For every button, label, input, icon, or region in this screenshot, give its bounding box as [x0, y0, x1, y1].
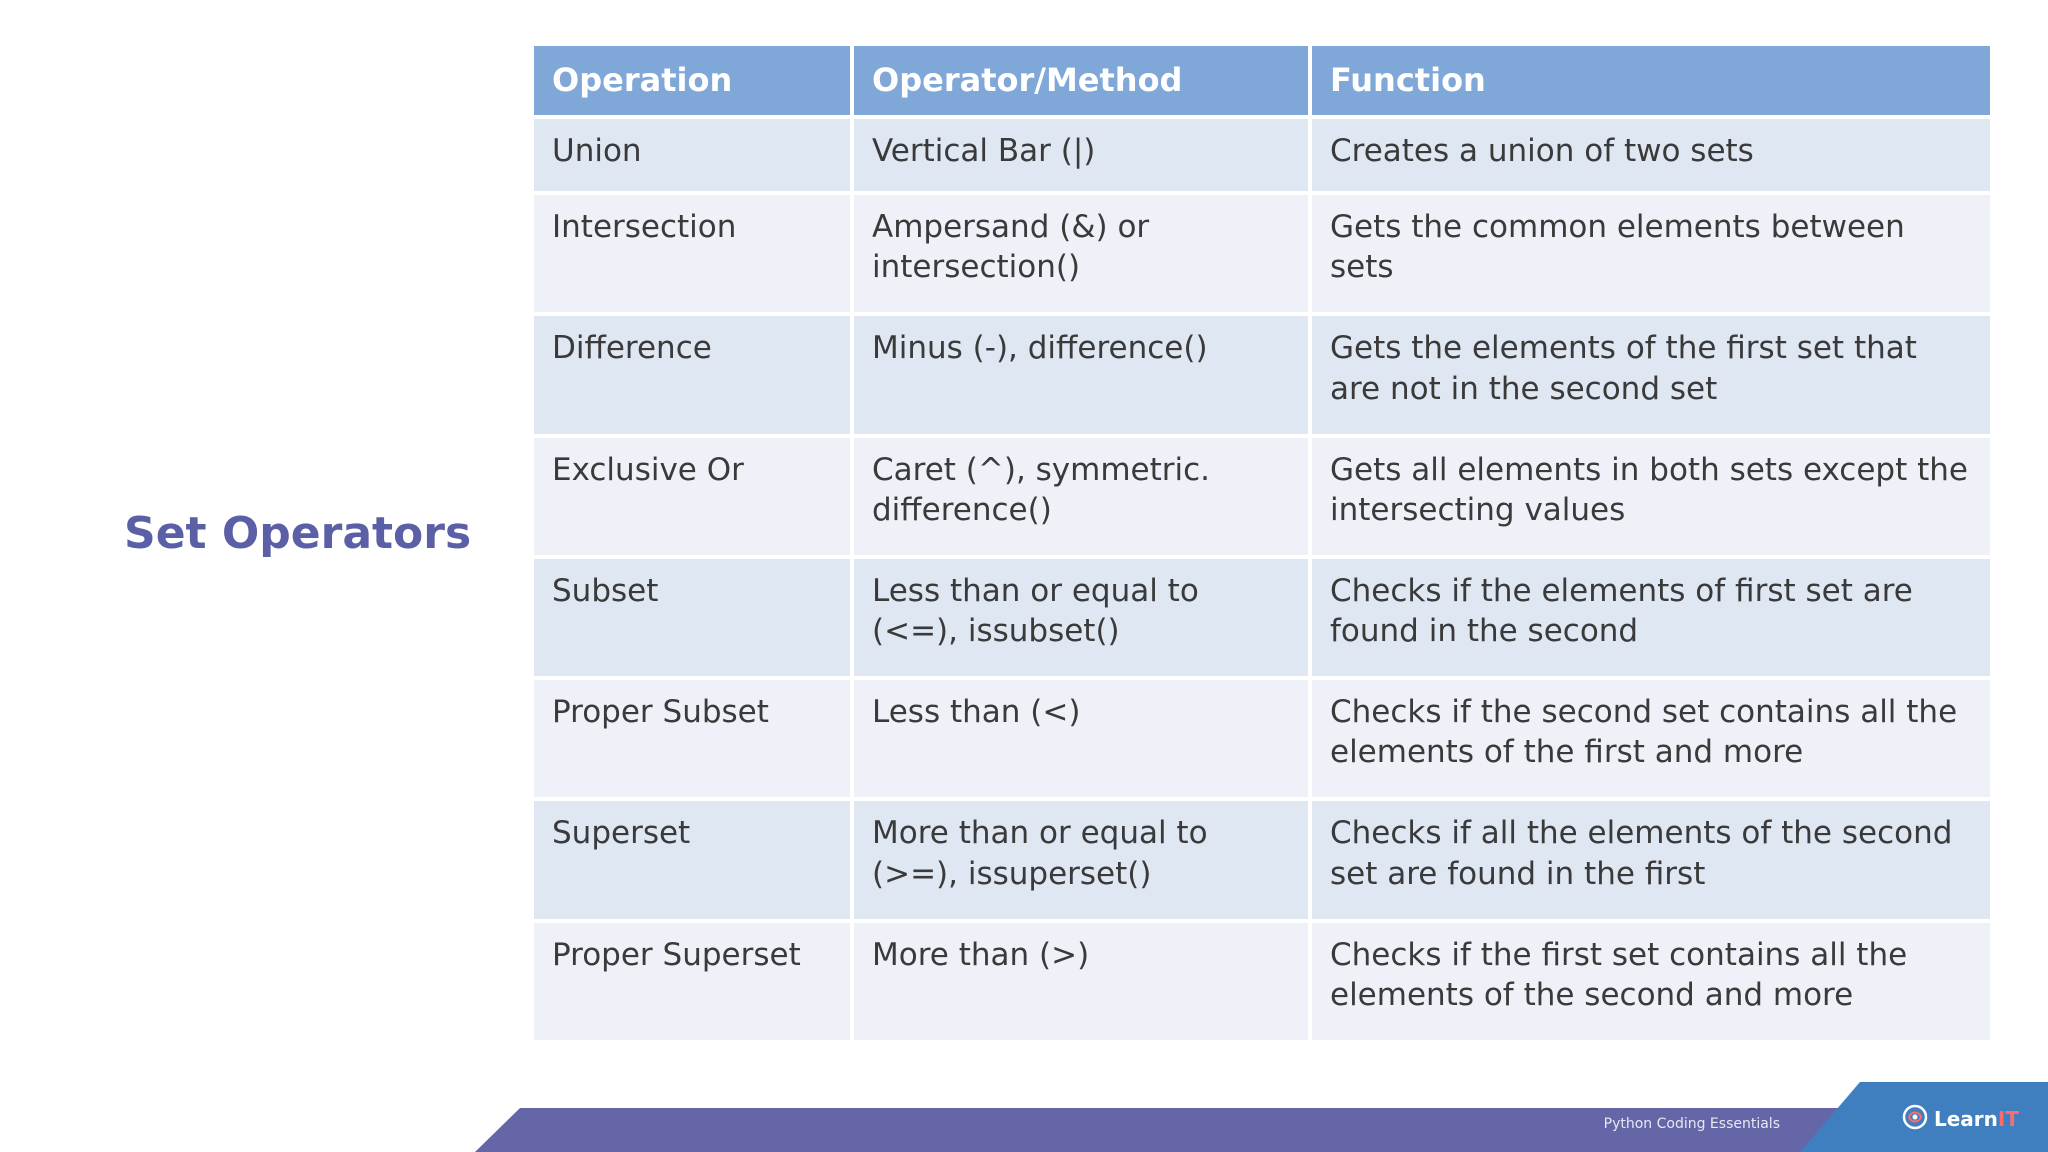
learnit-logo — [1900, 1102, 2019, 1136]
logo-text-main: Learn — [1934, 1107, 1998, 1131]
cell-operator-method: Caret (^), symmetric. difference() — [854, 438, 1308, 555]
table-row — [534, 119, 1990, 191]
cell-operation: Proper Subset — [534, 680, 850, 797]
cell-operation: Difference — [534, 316, 850, 433]
cell-operator-method: More than (>) — [854, 923, 1308, 1040]
header-function: Function — [1312, 46, 1990, 115]
cell-operator-method: More than or equal to (>=), issuperset() — [854, 801, 1308, 918]
table-row — [534, 195, 1990, 312]
header-operator-method: Operator/Method — [854, 46, 1308, 115]
cell-function: Gets the common elements between sets — [1312, 195, 1990, 312]
logo-text — [1934, 1107, 2019, 1131]
brain-icon — [1900, 1102, 1930, 1136]
cell-operation: Proper Superset — [534, 923, 850, 1040]
cell-function: Checks if the second set contains all the elements of the first and more — [1312, 680, 1990, 797]
table-row — [534, 801, 1990, 918]
logo-text-accent: IT — [1997, 1107, 2019, 1131]
cell-operator-method: Vertical Bar (|) — [854, 119, 1308, 191]
table-row — [534, 680, 1990, 797]
cell-operation: Union — [534, 119, 850, 191]
cell-function: Checks if the elements of first set are found in the second — [1312, 559, 1990, 676]
cell-operator-method: Less than (<) — [854, 680, 1308, 797]
cell-function: Gets all elements in both sets except the intersecting values — [1312, 438, 1990, 555]
slide-title: Set Operators — [124, 508, 472, 559]
table-row — [534, 559, 1990, 676]
cell-operation: Exclusive Or — [534, 438, 850, 555]
cell-function: Checks if all the elements of the second set are found in the first — [1312, 801, 1990, 918]
cell-function: Checks if the first set contains all the elements of the second and more — [1312, 923, 1990, 1040]
header-operation: Operation — [534, 46, 850, 115]
cell-operation: Intersection — [534, 195, 850, 312]
cell-operator-method: Less than or equal to (<=), issubset() — [854, 559, 1308, 676]
cell-function: Creates a union of two sets — [1312, 119, 1990, 191]
cell-operator-method: Minus (-), difference() — [854, 316, 1308, 433]
table-header-row — [534, 46, 1990, 115]
cell-operation: Superset — [534, 801, 850, 918]
cell-operator-method: Ampersand (&) or intersection() — [854, 195, 1308, 312]
table-row — [534, 316, 1990, 433]
cell-function: Gets the elements of the first set that are not in the second set — [1312, 316, 1990, 433]
table-row — [534, 923, 1990, 1040]
set-operators-table — [530, 42, 1994, 1044]
table-row — [534, 438, 1990, 555]
cell-operation: Subset — [534, 559, 850, 676]
footer-course-name: Python Coding Essentials — [1603, 1116, 1780, 1132]
